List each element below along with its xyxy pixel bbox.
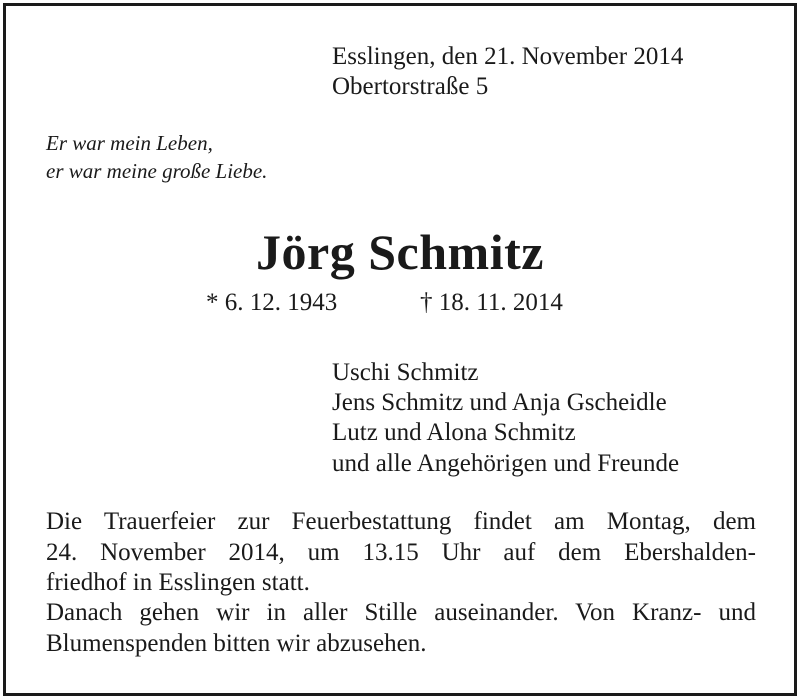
place-date: Esslingen, den 21. November 2014 xyxy=(332,43,684,70)
street-address: Obertorstraße 5 xyxy=(332,73,489,100)
notice-line-3: friedhof in Esslingen statt. xyxy=(46,569,310,596)
deceased-name: Jörg Schmitz xyxy=(256,224,544,280)
mourner-1: Uschi Schmitz xyxy=(332,359,479,386)
notice-line-2: 24. November 2014, um 13.15 Uhr auf dem Ebershalden- xyxy=(46,539,756,566)
mourner-4: und alle Angehörigen und Freunde xyxy=(332,450,680,477)
death-date: † 18. 11. 2014 xyxy=(420,289,563,316)
mourner-2: Jens Schmitz und Anja Gscheidle xyxy=(332,389,667,416)
notice-line-4: Danach gehen wir in aller Stille auseinander. Von Kranz- und xyxy=(46,599,756,626)
birth-date: * 6. 12. 1943 xyxy=(206,289,338,316)
mourner-3: Lutz und Alona Schmitz xyxy=(332,419,576,446)
notice-line-1: Die Trauerfeier zur Feuerbestattung findet am Montag, dem xyxy=(46,508,756,535)
quote-line-1: Er war mein Leben, xyxy=(46,131,213,155)
notice-line-5: Blumenspenden bitten wir abzusehen. xyxy=(46,630,427,657)
quote-line-2: er war meine große Liebe. xyxy=(46,159,268,183)
